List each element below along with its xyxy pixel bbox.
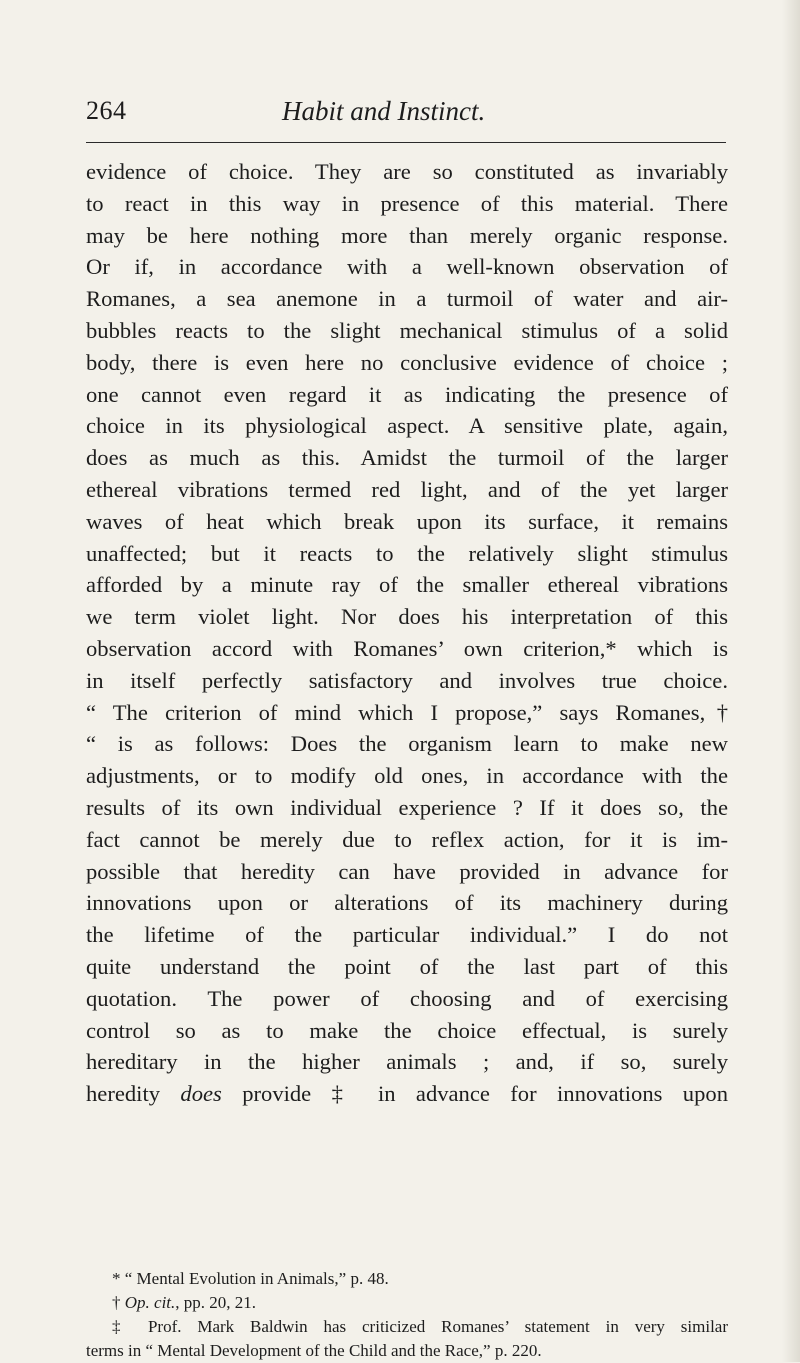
text-segment: results of its own individual experience ? If it does so, the [86,794,728,820]
text-segment: hereditary in the higher animals ; and, if so, surely [86,1049,728,1075]
text-segment: unaffected; but it reacts to the relatively slight stimulus [86,540,728,566]
text-segment: innovations upon or alterations of its machinery during [86,890,728,916]
text-line [86,665,728,697]
text-line [86,347,728,379]
text-segment: possible that heredity can have provided in advance for [86,858,728,884]
text-segment: waves of heat which break upon its surface, it remains [86,508,728,534]
text-segment: we term violet light. Nor does his interpretation of this [86,604,728,630]
text-line [86,601,728,633]
text-segment: control so as to make the choice effectual, is surely [86,1017,728,1043]
text-line [86,442,728,474]
italic-text: does [180,1081,222,1107]
text-line [86,379,728,411]
page-number: 264 [86,96,127,125]
text-segment: quite understand the point of the last part of this [86,953,728,979]
text-line [86,1015,728,1047]
text-segment: ethereal vibrations termed red light, and of the yet larger [86,476,728,502]
header-rule [86,142,726,143]
text-line [86,1046,728,1078]
text-segment: Romanes, a sea anemone in a turmoil of water and air- [86,286,728,312]
text-segment: one cannot even regard it as indicating the presence of [86,381,728,407]
text-line [86,633,728,665]
text-segment: fact cannot be merely due to reflex action, for it is im- [86,826,728,852]
text-segment: heredity [86,1081,181,1107]
footnotes [86,1267,728,1363]
footnote-line [86,1339,728,1363]
text-segment: observation accord with Romanes’ own criterion,* which is [86,635,728,661]
text-segment: * “ Mental Evolution in Animals,” p. 48. [112,1269,389,1288]
text-line [86,315,728,347]
text-line [86,792,728,824]
text-line [86,410,728,442]
italic-text: Op. cit. [124,1293,176,1312]
text-line [86,887,728,919]
text-line [86,824,728,856]
text-segment: ‡ Prof. Mark Baldwin has criticized Romanes’ statement in very similar [112,1317,728,1336]
text-line [86,506,728,538]
text-line [86,856,728,888]
text-line [86,188,728,220]
text-segment: Or if, in accordance with a well-known observation of [86,254,728,280]
body-text [86,156,728,1110]
text-line [86,1078,728,1110]
text-line [86,760,728,792]
text-line [86,283,728,315]
text-segment: “ The criterion of mind which I propose,” says Romanes,† [86,699,728,725]
text-line [86,983,728,1015]
footnote-line [86,1267,728,1291]
text-segment: the lifetime of the particular individual.” I do not [86,922,728,948]
text-line [86,538,728,570]
text-line [86,220,728,252]
page-edge-shadow [782,0,800,1362]
text-segment: evidence of choice. They are so constituted as invariably [86,159,728,184]
text-line [86,697,728,729]
text-line [86,569,728,601]
text-line [86,728,728,760]
text-segment: “ is as follows: Does the organism learn to make new [86,731,728,757]
text-segment: quotation. The power of choosing and of exercising [86,985,728,1011]
footnote-line [86,1291,728,1315]
footnote-line [86,1315,728,1339]
text-line [86,951,728,983]
text-segment: bubbles reacts to the slight mechanical stimulus of a solid [86,317,728,343]
text-segment: body, there is even here no conclusive evidence of choice ; [86,349,728,375]
text-segment: † [112,1293,125,1312]
text-line [86,156,728,188]
page-header [86,96,726,136]
running-title: Habit and Instinct. [282,96,486,126]
text-segment: provide ‡ in advance for innovations upon [221,1081,728,1107]
text-segment: does as much as this. Amidst the turmoil of the larger [86,445,728,471]
text-line [86,251,728,283]
text-segment: choice in its physiological aspect. A sensitive plate, again, [86,413,728,439]
text-segment: terms in “ Mental Development of the Child and the Race,” p. 220. [86,1341,542,1360]
text-segment: , pp. 20, 21. [175,1293,257,1312]
text-line [86,474,728,506]
text-segment: adjustments, or to modify old ones, in accordance with the [86,763,728,789]
text-line [86,919,728,951]
text-segment: in itself perfectly satisfactory and involves true choice. [86,667,728,693]
text-segment: afforded by a minute ray of the smaller ethereal vibrations [86,572,728,598]
text-segment: to react in this way in presence of this material. There [86,190,728,216]
text-segment: may be here nothing more than merely organic response. [86,222,728,248]
